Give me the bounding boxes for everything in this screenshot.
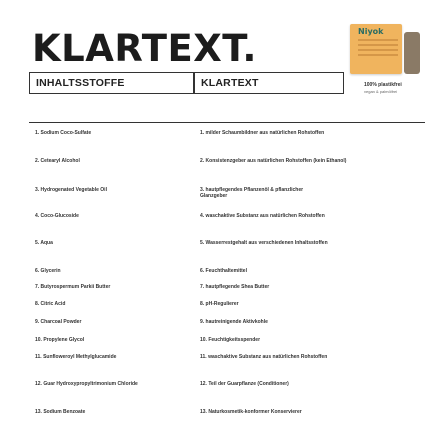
brand-logo: Niyok (358, 27, 384, 36)
explanation-item: 7. hautpflegende Shea Butter (200, 284, 270, 290)
ingredient-item: 5. Aqua (35, 240, 53, 246)
table-divider (29, 122, 425, 123)
ingredient-item: 1. Sodium Coco-Sulfate (35, 130, 92, 136)
explanation-item: 9. hautreinigende Aktivkohle (200, 319, 268, 325)
product-claim-sub: vegan & palmölfrei (364, 89, 398, 94)
ingredient-item: 11. Sunfloweroyl Methylglucamide (35, 354, 117, 360)
explanation-item: 5. Wasserrestgehalt aus verschiedenen Inhaltsstoffen (200, 240, 328, 246)
explanation-item: 2. Konsistenzgeber aus natürlichen Rohstoffen (kein Ethanol) (200, 158, 347, 164)
header-klartext: KLARTEXT (194, 72, 344, 94)
header-ingredients: INHALTSSTOFFE (29, 72, 194, 94)
product-claim: 100% plastikfrei (364, 82, 402, 88)
ingredient-item: 2. Cetearyl Alcohol (35, 158, 80, 164)
page-title: KLARTEXT. (32, 27, 257, 70)
explanation-item: 3. hautpflegendes Pflanzenöl & pflanzlicher Glanzgeber (200, 187, 304, 199)
ingredient-item: 13. Sodium Benzoate (35, 409, 86, 415)
explanation-item: 12. Teil der Guarpflanze (Conditioner) (200, 381, 289, 387)
explanation-item: 13. Naturkosmetik-konformer Konservierer (200, 409, 302, 415)
explanation-item: 8. pH-Regulierer (200, 301, 239, 307)
explanation-item: 11. waschaktive Substanz aus natürlichen Rohstoffen (200, 354, 328, 360)
explanation-item: 1. milder Schaumbildner aus natürlichen Rohstoffen (200, 130, 325, 136)
ingredient-item: 7. Butyrospermum Parkii Butter (35, 284, 111, 290)
explanation-item: 6. Feuchthaltemittel (200, 268, 247, 274)
shampoo-bar (404, 32, 420, 74)
explanation-item: 10. Feuchtigkeitsspender (200, 337, 261, 343)
ingredient-item: 8. Citric Acid (35, 301, 66, 307)
explanation-item: 4. waschaktive Substanz aus natürlichen Rohstoffen (200, 213, 325, 219)
ingredient-item: 3. Hydrogenated Vegetable Oil (35, 187, 107, 193)
product-box (350, 24, 402, 74)
ingredient-item: 9. Charcoal Powder (35, 319, 82, 325)
ingredient-item: 12. Guar Hydroxypropyltrimonium Chloride (35, 381, 138, 387)
ingredient-item: 4. Coco-Glucoside (35, 213, 79, 219)
ingredient-item: 10. Propylene Glycol (35, 337, 85, 343)
ingredient-item: 6. Glycerin (35, 268, 61, 274)
product-image (346, 24, 418, 102)
